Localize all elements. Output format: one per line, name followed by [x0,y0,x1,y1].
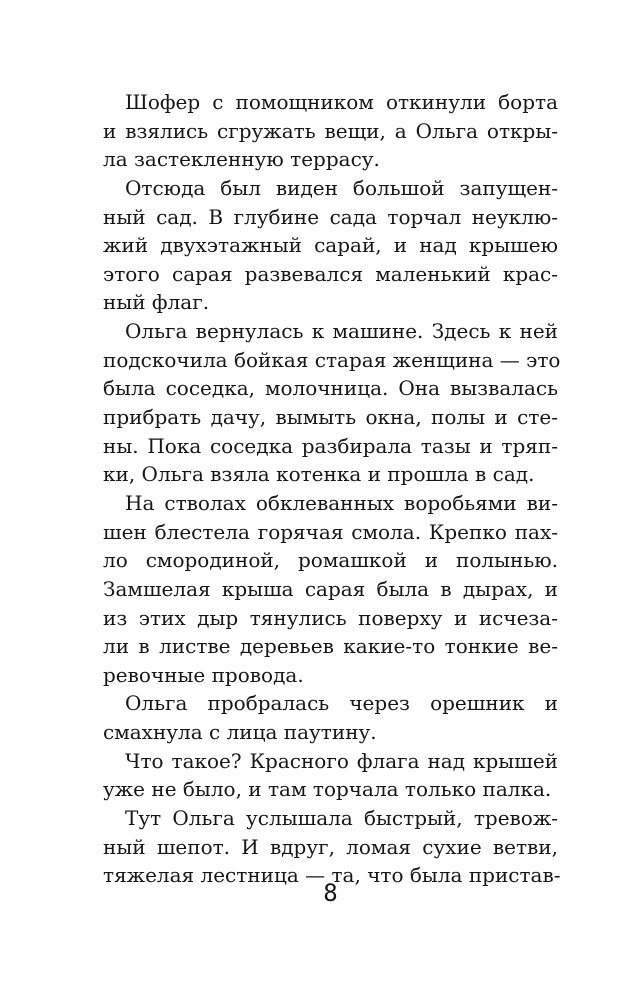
text-line: подскочила бойкая старая женщина — это [103,347,561,372]
text-line: ла застекленную террасу. [103,147,380,172]
text-line: ный шепот. И вдруг, ломая сухие ветви, [103,834,558,859]
text-line: уже не было, и там торчала только палка. [103,777,552,802]
text-line: и взялись сгружать вещи, а Ольга откры- [103,118,558,143]
text-line: жий двухэтажный сарай, и над крышею [103,233,558,258]
text-line: прибрать дачу, вымыть окна, полы и сте- [103,405,558,430]
text-line: Ольга вернулась к машине. Здесь к ней [125,319,558,344]
text-line: была соседка, молочница. Она вызвалась [103,376,558,401]
text-line: Ольга пробралась через орешник и [125,691,558,716]
text-line: На стволах обклеванных воробьями ви- [125,490,558,515]
text-line: этого сарая развевался маленький крас- [103,261,558,286]
text-line: ный флаг. [103,290,210,315]
text-line: из этих дыр тянулись поверху и исчеза- [103,605,558,630]
text-line: Шофер с помощником откинули борта [125,90,558,114]
text-line: ло смородиной, ромашкой и полынью. [103,548,558,573]
text-line: Отсюда был виден большой запущен- [125,175,558,200]
text-line: ли в листве деревьев какие-то тонкие ве- [103,634,558,659]
page-number: 8 [323,879,338,907]
text-line: ки, Ольга взяла котенка и прошла в сад. [103,462,535,487]
text-line: ны. Пока соседка разбирала тазы и тряп- [103,433,558,458]
text-line: ный сад. В глубине сада торчал неуклю- [103,204,558,229]
text-line: Замшелая крыша сарая была в дырах, и [103,576,558,601]
text-line: Тут Ольга услышала быстрый, тревож- [125,806,558,831]
text-line: ревочные провода. [103,662,304,687]
text-line: шен блестела горячая смола. Крепко пах- [103,519,558,544]
page-body-text [103,88,561,890]
text-line: тяжелая лестница — та, что была пристав- [103,863,561,888]
text-line: смахнула с лица паутину. [103,720,377,745]
text-line: Что такое? Красного флага над крышей [125,748,558,773]
